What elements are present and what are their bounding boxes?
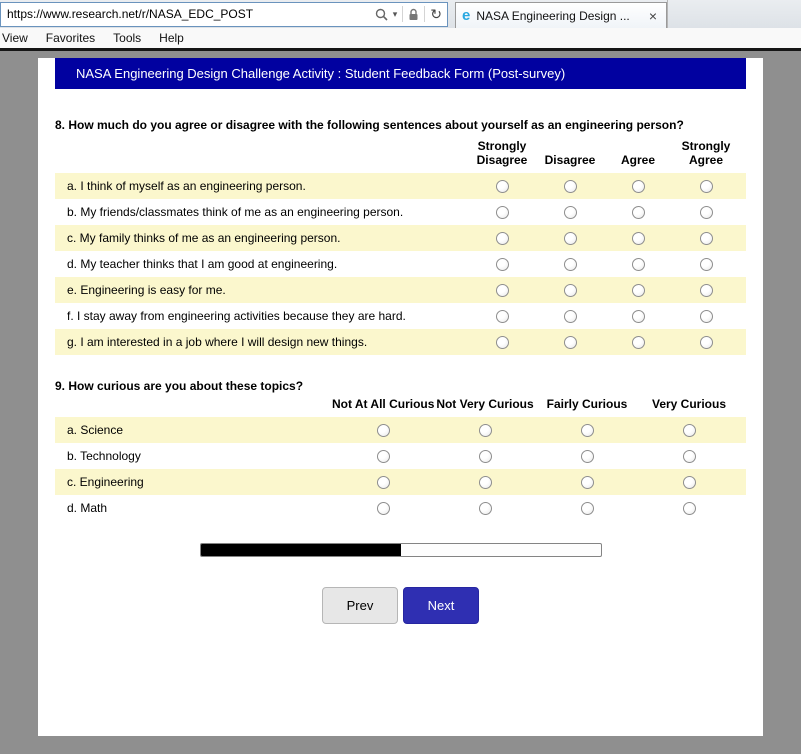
radio-q8-row1-col4[interactable] bbox=[700, 180, 713, 193]
radio-cell bbox=[604, 310, 672, 323]
radio-q8-row5-col4[interactable] bbox=[700, 284, 713, 297]
url-text: https://www.research.net/r/NASA_EDC_POST bbox=[7, 7, 254, 21]
divider bbox=[424, 6, 425, 22]
radio-q8-row6-col1[interactable] bbox=[496, 310, 509, 323]
radio-cell bbox=[536, 336, 604, 349]
radio-cell bbox=[672, 310, 740, 323]
radio-q8-row4-col3[interactable] bbox=[632, 258, 645, 271]
menu-view[interactable]: View bbox=[2, 31, 28, 45]
table-row bbox=[55, 277, 746, 303]
radio-cell bbox=[604, 180, 672, 193]
radio-cell bbox=[332, 424, 434, 437]
radio-q8-row3-col4[interactable] bbox=[700, 232, 713, 245]
next-button[interactable]: Next bbox=[403, 587, 479, 624]
survey-page bbox=[38, 58, 763, 736]
menu-bar bbox=[0, 28, 801, 48]
radio-cell bbox=[332, 450, 434, 463]
radio-cell bbox=[536, 310, 604, 323]
radio-q8-row5-col3[interactable] bbox=[632, 284, 645, 297]
radio-q8-row7-col1[interactable] bbox=[496, 336, 509, 349]
radio-q8-row7-col3[interactable] bbox=[632, 336, 645, 349]
radio-q9-row3-col4[interactable] bbox=[683, 476, 696, 489]
table-row bbox=[55, 251, 746, 277]
radio-q9-row2-col1[interactable] bbox=[377, 450, 390, 463]
menu-favorites[interactable]: Favorites bbox=[45, 31, 96, 45]
radio-q9-row2-col4[interactable] bbox=[683, 450, 696, 463]
table-row bbox=[55, 303, 746, 329]
radio-q8-row5-col1[interactable] bbox=[496, 284, 509, 297]
radio-cell bbox=[468, 232, 536, 245]
question-9-text: 9. How curious are you about these topics? bbox=[55, 379, 304, 393]
row-label: d. My teacher thinks that I am good at engineering. bbox=[67, 257, 338, 271]
row-label: b. Technology bbox=[67, 449, 141, 463]
question-9-matrix bbox=[55, 393, 746, 521]
radio-cell bbox=[536, 206, 604, 219]
row-label: a. I think of myself as an engineering person. bbox=[67, 179, 306, 193]
radio-cell bbox=[536, 258, 604, 271]
radio-cell bbox=[536, 180, 604, 193]
row-label: f. I stay away from engineering activities because they are hard. bbox=[67, 309, 406, 323]
radio-cell bbox=[672, 232, 740, 245]
radio-cell bbox=[672, 336, 740, 349]
radio-cell bbox=[332, 502, 434, 515]
question-8 bbox=[55, 118, 746, 355]
radio-q8-row1-col1[interactable] bbox=[496, 180, 509, 193]
separator-line bbox=[0, 48, 801, 51]
radio-q9-row4-col3[interactable] bbox=[581, 502, 594, 515]
radio-q8-row2-col3[interactable] bbox=[632, 206, 645, 219]
radio-cell bbox=[434, 502, 536, 515]
radio-q8-row7-col4[interactable] bbox=[700, 336, 713, 349]
radio-cell bbox=[638, 424, 740, 437]
table-row bbox=[55, 443, 746, 469]
radio-cell bbox=[332, 476, 434, 489]
menu-tools[interactable]: Tools bbox=[113, 31, 142, 45]
table-row bbox=[55, 199, 746, 225]
prev-button[interactable]: Prev bbox=[322, 587, 398, 624]
radio-q8-row7-col2[interactable] bbox=[564, 336, 577, 349]
radio-cell bbox=[604, 206, 672, 219]
column-header: Fairly Curious bbox=[546, 397, 628, 411]
radio-cell bbox=[638, 450, 740, 463]
radio-cell bbox=[468, 258, 536, 271]
progress-bar-fill bbox=[201, 544, 401, 556]
radio-cell bbox=[604, 336, 672, 349]
tab-close-icon[interactable]: × bbox=[648, 7, 657, 24]
divider bbox=[402, 6, 403, 22]
browser-tab[interactable] bbox=[455, 2, 667, 28]
radio-q8-row2-col1[interactable] bbox=[496, 206, 509, 219]
row-label: c. Engineering bbox=[67, 475, 144, 489]
radio-q9-row1-col4[interactable] bbox=[683, 424, 696, 437]
radio-q9-row4-col2[interactable] bbox=[479, 502, 492, 515]
radio-q9-row3-col1[interactable] bbox=[377, 476, 390, 489]
address-bar[interactable] bbox=[0, 2, 448, 27]
column-header: Agree bbox=[620, 153, 655, 167]
radio-q8-row4-col4[interactable] bbox=[700, 258, 713, 271]
radio-cell bbox=[672, 206, 740, 219]
radio-cell bbox=[536, 284, 604, 297]
radio-q9-row3-col2[interactable] bbox=[479, 476, 492, 489]
column-header: Strongly Disagree bbox=[476, 139, 528, 167]
radio-q9-row4-col1[interactable] bbox=[377, 502, 390, 515]
radio-cell bbox=[536, 450, 638, 463]
question-9 bbox=[55, 379, 746, 521]
column-header: Not At All Curious bbox=[332, 397, 435, 411]
radio-q8-row6-col2[interactable] bbox=[564, 310, 577, 323]
radio-q8-row6-col3[interactable] bbox=[632, 310, 645, 323]
radio-cell bbox=[672, 284, 740, 297]
radio-cell bbox=[468, 336, 536, 349]
radio-cell bbox=[536, 476, 638, 489]
radio-cell bbox=[604, 232, 672, 245]
radio-cell bbox=[434, 476, 536, 489]
question-8-text: 8. How much do you agree or disagree with the following sentences about yourself as an engineering person? bbox=[55, 118, 684, 132]
radio-cell bbox=[638, 502, 740, 515]
radio-cell bbox=[536, 232, 604, 245]
radio-q8-row3-col2[interactable] bbox=[564, 232, 577, 245]
radio-q8-row4-col2[interactable] bbox=[564, 258, 577, 271]
ie-logo-icon: e bbox=[462, 7, 471, 24]
progress-bar bbox=[200, 543, 602, 557]
radio-cell bbox=[434, 450, 536, 463]
radio-cell bbox=[604, 284, 672, 297]
radio-q9-row1-col2[interactable] bbox=[479, 424, 492, 437]
radio-cell bbox=[468, 180, 536, 193]
row-label: c. My family thinks of me as an engineering person. bbox=[67, 231, 341, 245]
radio-cell bbox=[434, 424, 536, 437]
browser-toolbar bbox=[0, 0, 801, 28]
radio-q8-row3-col1[interactable] bbox=[496, 232, 509, 245]
radio-q8-row1-col3[interactable] bbox=[632, 180, 645, 193]
toolbar-empty-area bbox=[667, 0, 801, 28]
radio-q8-row5-col2[interactable] bbox=[564, 284, 577, 297]
radio-cell bbox=[468, 206, 536, 219]
radio-cell bbox=[672, 180, 740, 193]
table-row bbox=[55, 329, 746, 355]
table-row bbox=[55, 173, 746, 199]
table-row bbox=[55, 417, 746, 443]
row-label: d. Math bbox=[67, 501, 108, 515]
radio-cell bbox=[604, 258, 672, 271]
navigation-buttons bbox=[55, 587, 746, 624]
row-label: g. I am interested in a job where I will design new things. bbox=[67, 335, 368, 349]
radio-cell bbox=[468, 284, 536, 297]
radio-q9-row1-col3[interactable] bbox=[581, 424, 594, 437]
radio-q9-row4-col4[interactable] bbox=[683, 502, 696, 515]
table-row bbox=[55, 469, 746, 495]
row-label: b. My friends/classmates think of me as an engineering person. bbox=[67, 205, 404, 219]
radio-cell bbox=[468, 310, 536, 323]
radio-q9-row3-col3[interactable] bbox=[581, 476, 594, 489]
lock-icon[interactable] bbox=[408, 8, 419, 21]
chevron-down-icon[interactable]: ▾ bbox=[392, 8, 398, 19]
search-icon[interactable] bbox=[375, 8, 388, 21]
radio-q9-row2-col2[interactable] bbox=[479, 450, 492, 463]
radio-q8-row2-col4[interactable] bbox=[700, 206, 713, 219]
radio-q8-row3-col3[interactable] bbox=[632, 232, 645, 245]
refresh-icon[interactable]: ↻ bbox=[430, 6, 442, 22]
radio-q8-row2-col2[interactable] bbox=[564, 206, 577, 219]
row-label: e. Engineering is easy for me. bbox=[67, 283, 226, 297]
question-8-matrix bbox=[55, 137, 746, 355]
column-header: Disagree bbox=[544, 153, 596, 167]
radio-q9-row1-col1[interactable] bbox=[377, 424, 390, 437]
radio-cell bbox=[536, 424, 638, 437]
radio-cell bbox=[536, 502, 638, 515]
tab-title: NASA Engineering Design ... bbox=[476, 8, 630, 23]
radio-q8-row1-col2[interactable] bbox=[564, 180, 577, 193]
radio-q8-row4-col1[interactable] bbox=[496, 258, 509, 271]
column-header: Not Very Curious bbox=[436, 397, 534, 411]
table-row bbox=[55, 225, 746, 251]
menu-help[interactable]: Help bbox=[159, 31, 184, 45]
table-row bbox=[55, 495, 746, 521]
column-header: Very Curious bbox=[651, 397, 727, 411]
radio-cell bbox=[672, 258, 740, 271]
column-header: Strongly Agree bbox=[681, 139, 731, 167]
row-label: a. Science bbox=[67, 423, 124, 437]
radio-q9-row2-col3[interactable] bbox=[581, 450, 594, 463]
survey-header-banner: NASA Engineering Design Challenge Activity : Student Feedback Form (Post-survey) bbox=[55, 58, 746, 89]
page-background bbox=[0, 58, 801, 754]
radio-q8-row6-col4[interactable] bbox=[700, 310, 713, 323]
radio-cell bbox=[638, 476, 740, 489]
